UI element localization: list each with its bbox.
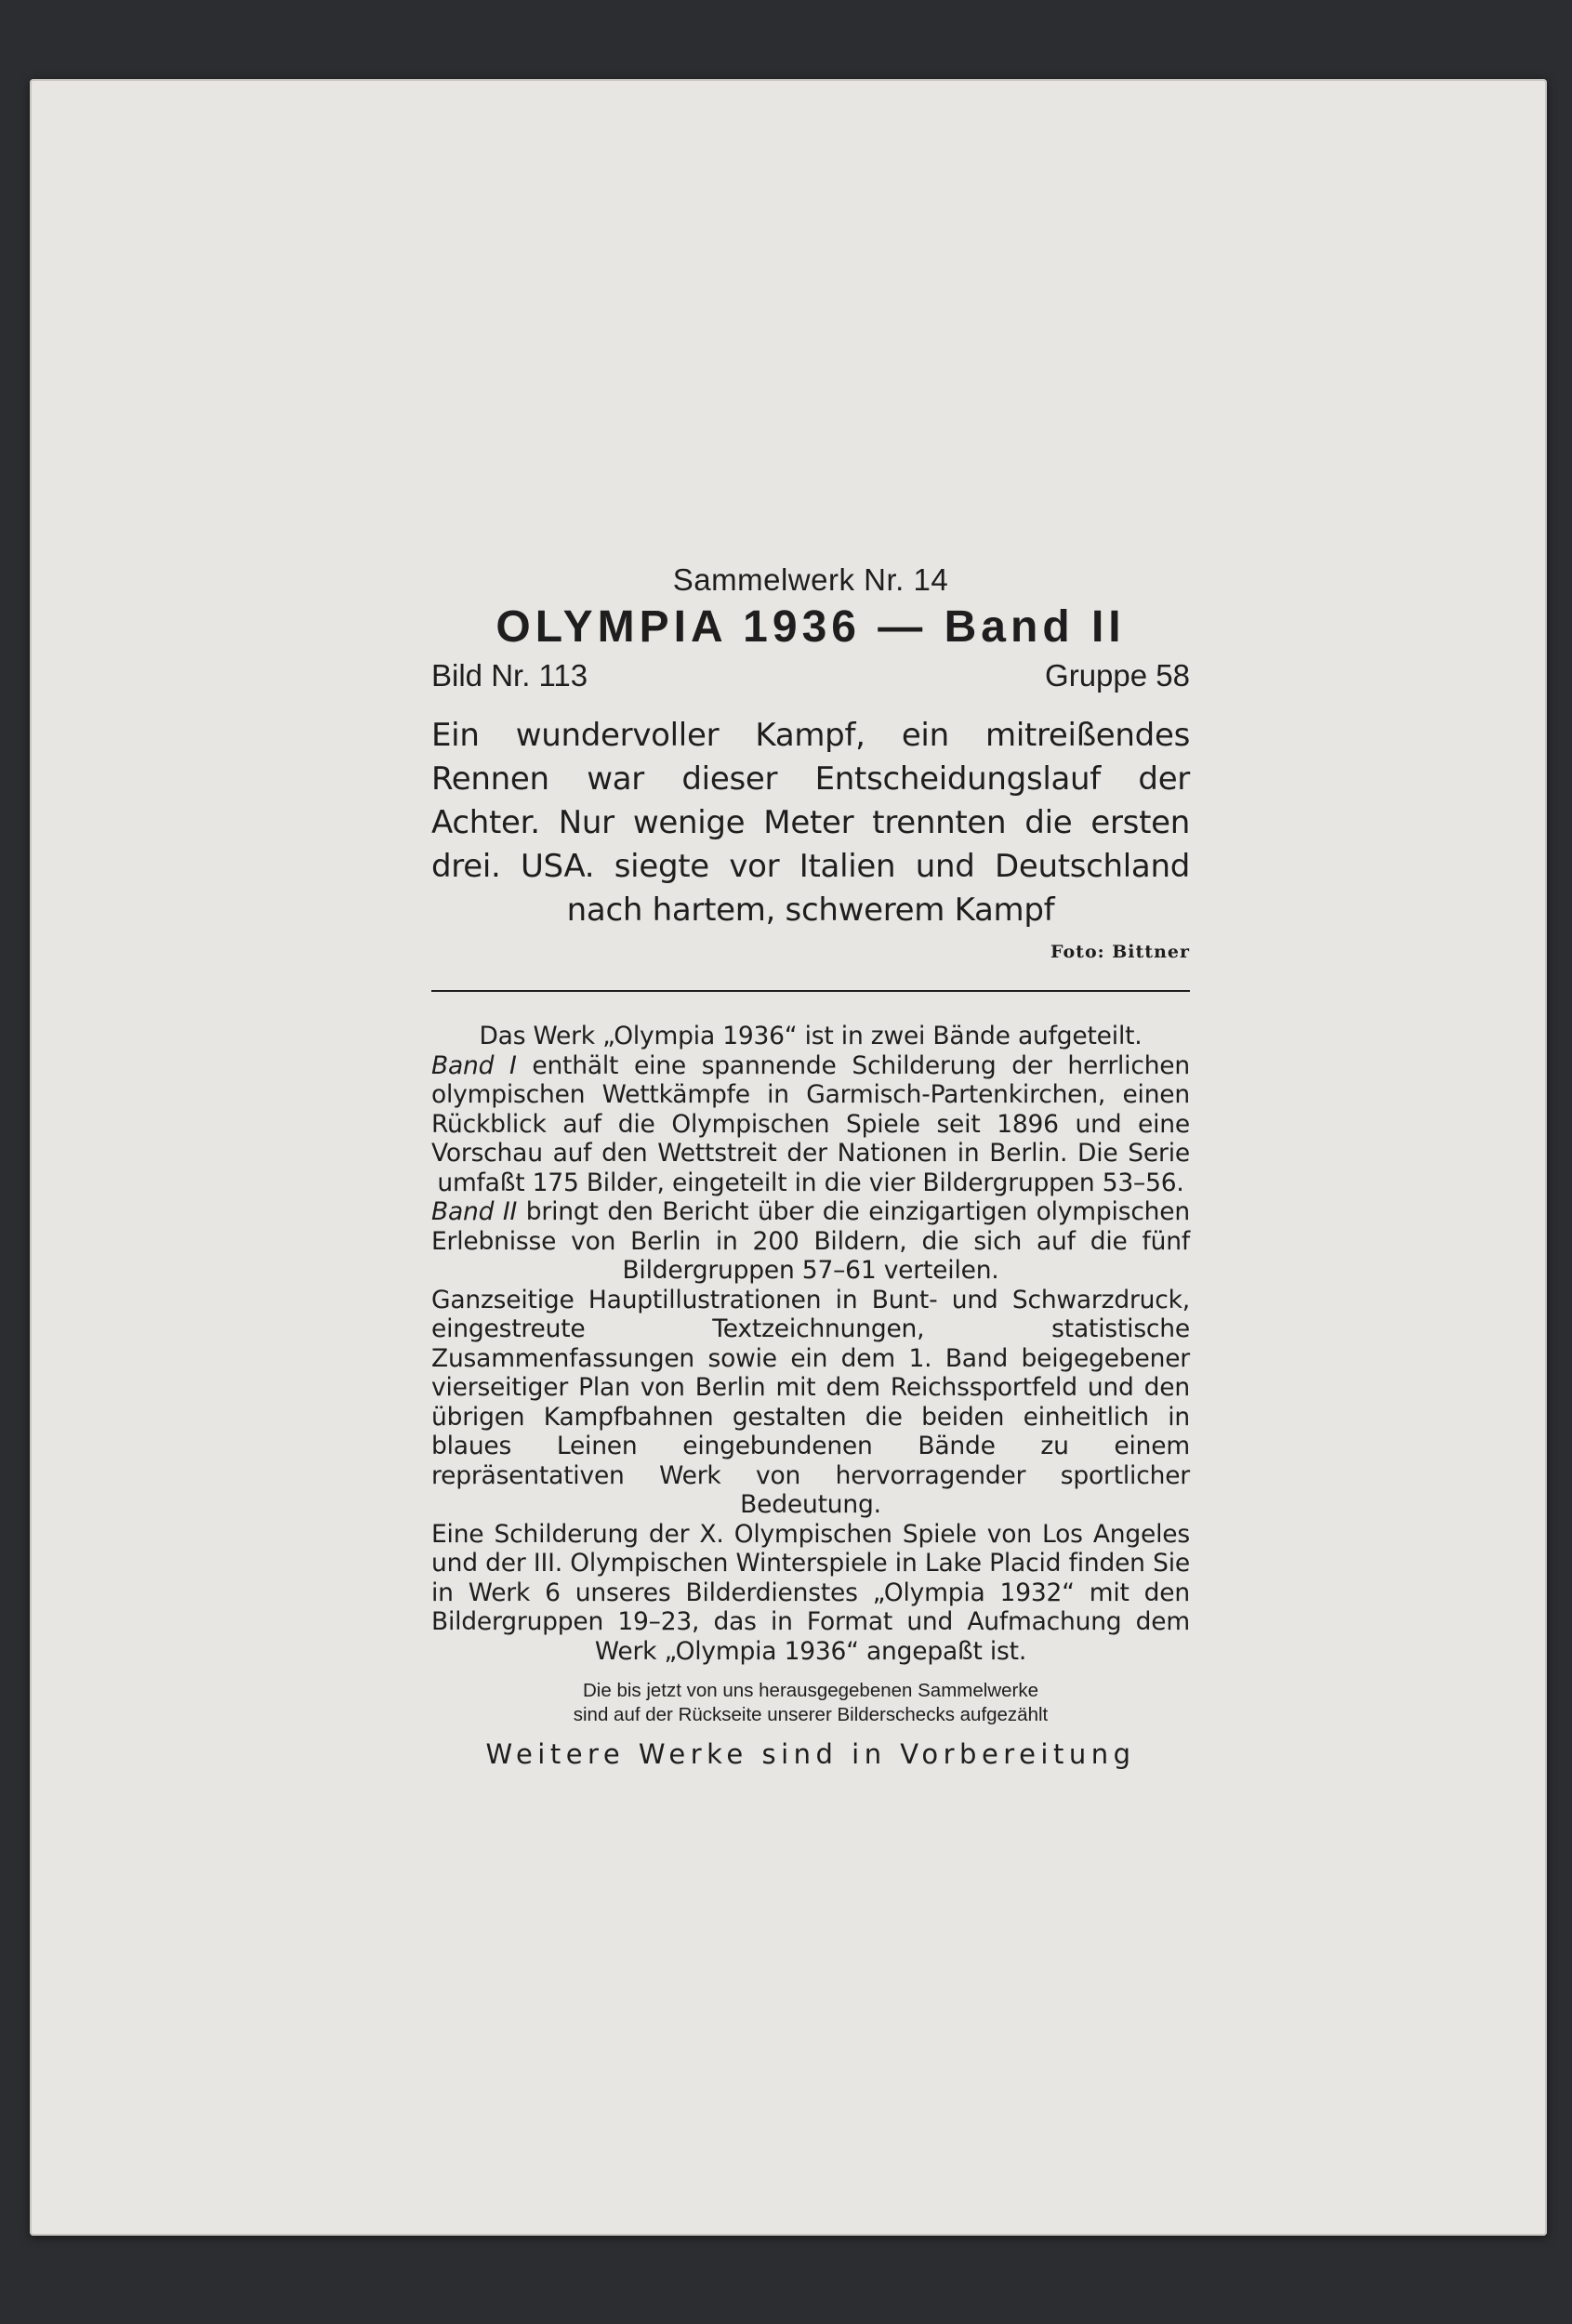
photo-credit: Foto: Bittner [1050, 942, 1190, 962]
footnote [431, 1679, 1190, 1727]
picture-number: Bild Nr. 113 [431, 658, 588, 693]
info-paragraph-olympia1932: Eine Schilderung der X. Olympischen Spiele von Los Angeles und der III. Olympischen Winterspiele in Lake Placid finden Sie in Werk 6 unseres Bilderdienstes „Olympia 1932“ mit den Bildergruppen 19–23, das in Format und Aufmachung dem Werk „Olympia 1936“ angepaßt ist. [431, 1519, 1190, 1666]
band2-label: Band II [431, 1197, 518, 1226]
footnote-line: Die bis jetzt von uns herausgegebenen Sammelwerke [583, 1680, 1038, 1701]
divider [431, 990, 1190, 992]
card-text-block [431, 562, 1190, 1770]
group-number: Gruppe 58 [1045, 658, 1190, 693]
card-title: OLYMPIA 1936 — Band II [495, 602, 1126, 652]
info-paragraph-band2 [431, 1197, 1190, 1286]
more-works-note: Weitere Werke sind in Vorbereitung [485, 1738, 1136, 1770]
band1-text: enthält eine spannende Schilderung der herrlichen olympischen Wettkämpfe in Garmisch-Partenkirchen, einen Rückblick auf die Olympischen Spiele seit 1896 und eine Vorschau auf den Wettstreit der Nationen in Berlin. Die Serie umfaßt 175 Bilder, eingeteilt in die vier Bildergruppen 53–56. [431, 1050, 1190, 1197]
footnote-line: sind auf der Rückseite unserer Bilderschecks aufgezählt [573, 1704, 1049, 1725]
series-label: Sammelwerk Nr. 14 [672, 562, 949, 597]
meta-row [431, 658, 1190, 693]
band1-label: Band I [431, 1050, 517, 1080]
picture-caption: Ein wundervoller Kampf, ein mitreißendes Rennen war dieser Entscheidungslauf der Achter. Nur wenige Meter trennten die ersten drei. USA. siegte vor Italien und Deutschland nach hartem, schwerem Kampf [431, 717, 1190, 929]
info-text [431, 1022, 1190, 1666]
info-paragraph-description: Ganzseitige Hauptillustrationen in Bunt- und Schwarzdruck, eingestreute Textzeichnungen, statistische Zusammenfassungen sowie ein dem 1. Band beigegebener vierseitiger Plan von Berlin mit dem Reichssportfeld und den übrigen Kampfbahnen gestalten die beiden einheitlich in blaues Leinen eingebundenen Bände zu einem repräsentativen Werk von hervorragender sportlicher Bedeutung. [431, 1285, 1190, 1519]
band2-text: bringt den Bericht über die einzigartigen olympischen Erlebnisse von Berlin in 200 Bildern, die sich auf die fünf Bildergruppen 57–61 verteilen. [431, 1197, 1190, 1285]
info-paragraph-intro: Das Werk „Olympia 1936“ ist in zwei Bände aufgeteilt. [479, 1022, 1143, 1050]
info-paragraph-band1 [431, 1051, 1190, 1198]
collector-card [30, 79, 1547, 2236]
